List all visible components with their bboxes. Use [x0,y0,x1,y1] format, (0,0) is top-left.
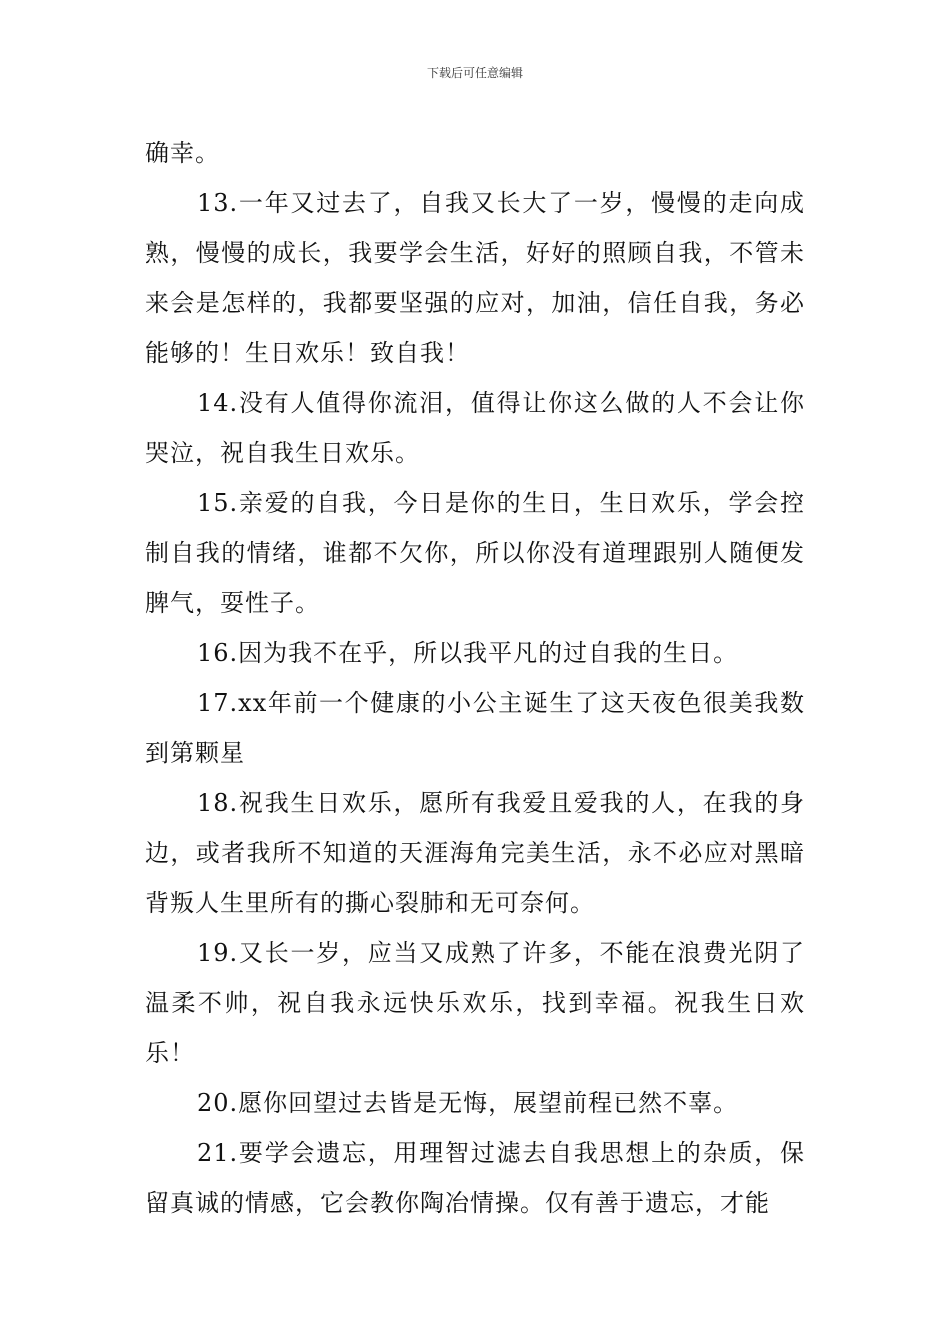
paragraph-16: 16.因为我不在乎，所以我平凡的过自我的生日。 [197,639,739,667]
paragraph-20: 20.愿你回望过去皆是无悔，展望前程已然不辜。 [197,1089,739,1117]
paragraph-14: 14.没有人值得你流泪，值得让你这么做的人不会让你哭泣，祝自我生日欢乐。 [145,389,805,467]
paragraph-15: 15.亲爱的自我，今日是你的生日，生日欢乐，学会控制自我的情绪，谁都不欠你，所以你没有道理跟别人随便发脾气，耍性子。 [145,489,805,617]
paragraph-18: 18.祝我生日欢乐，愿所有我爱且爱我的人，在我的身边，或者我所不知道的天涯海角完美生活，永不必应对黑暗背叛人生里所有的撕心裂肺和无可奈何。 [145,789,805,917]
paragraph-13: 13.一年又过去了，自我又长大了一岁，慢慢的走向成熟，慢慢的成长，我要学会生活，好好的照顾自我，不管未来会是怎样的，我都要坚强的应对，加油，信任自我，务必能够的！生日欢乐！致自我！ [145,189,805,367]
paragraph-21: 21.要学会遗忘，用理智过滤去自我思想上的杂质，保留真诚的情感，它会教你陶冶情操。仅有善于遗忘，才能 [145,1139,805,1217]
paragraph-19: 19.又长一岁，应当又成熟了许多，不能在浪费光阴了温柔不帅，祝自我永远快乐欢乐，找到幸福。祝我生日欢乐！ [145,939,805,1067]
paragraph-17: 17.xx年前一个健康的小公主诞生了这天夜色很美我数到第颗星 [145,689,805,767]
document-body [145,128,805,1228]
paragraph-continuation: 确幸。 [145,139,220,167]
page-header: 下载后可任意编辑 [426,66,523,80]
